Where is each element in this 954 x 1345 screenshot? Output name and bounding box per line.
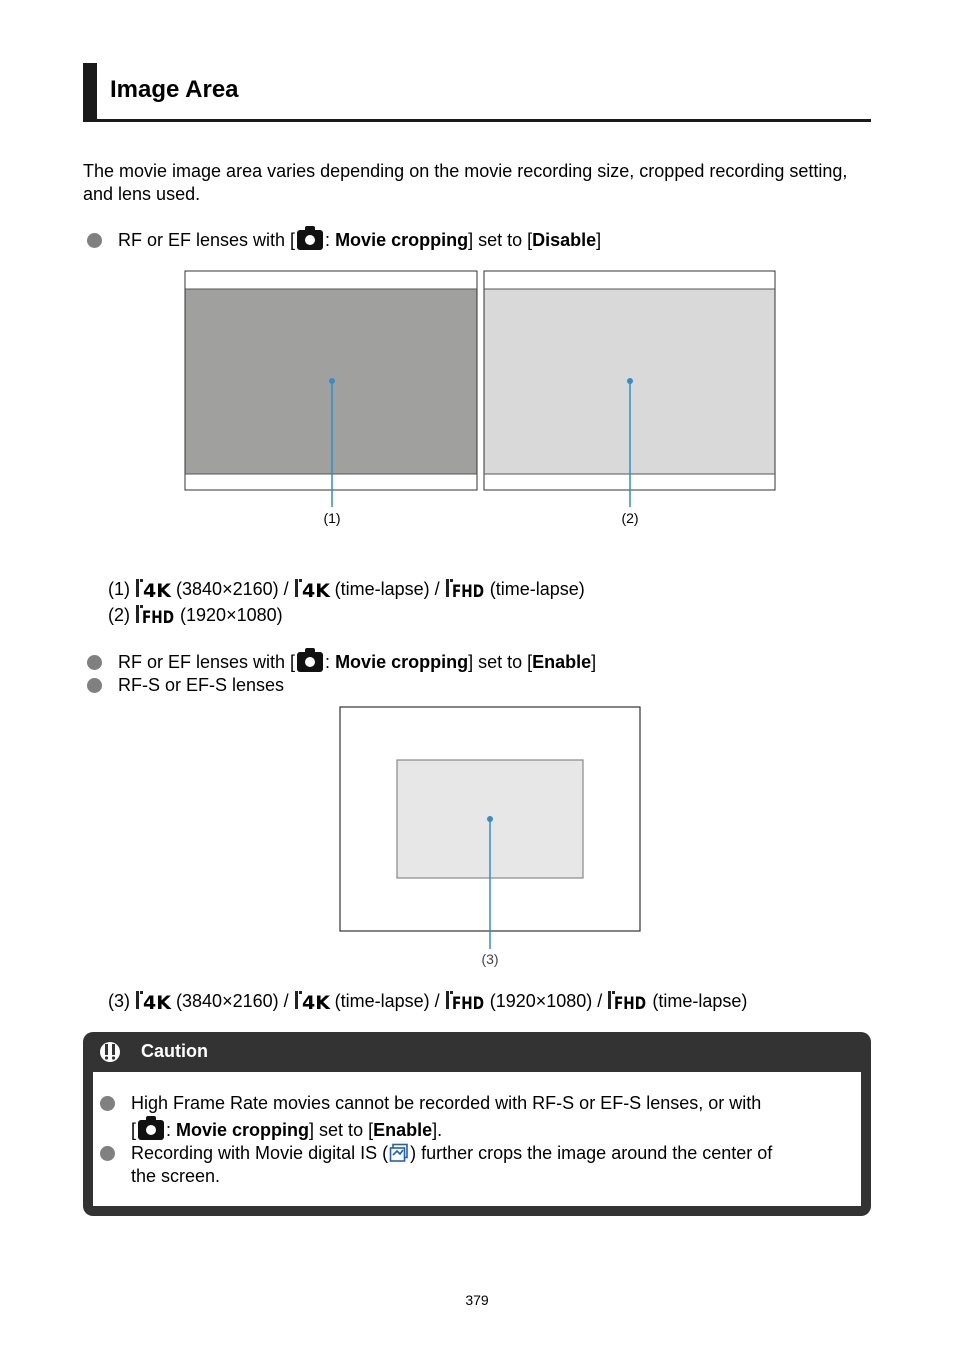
movie-fhd-icon: [445, 576, 485, 600]
svg-text:4K: 4K: [301, 992, 330, 1014]
svg-text:FHD: FHD: [451, 994, 484, 1014]
title-rule: [83, 119, 871, 122]
bullet-dot: [87, 233, 102, 248]
callout-label-2: (2): [621, 510, 639, 526]
image-area-diagram-1: [184, 270, 778, 532]
page-title: Image Area: [110, 76, 239, 103]
legend-item-1: (1) 4K (3840×2160) / 4K (time-lapse) / FHD (time-lapse): [108, 576, 585, 600]
movie-fhd-icon: [607, 988, 647, 1012]
svg-text:4K: 4K: [143, 580, 171, 602]
page-number: 379: [465, 1292, 489, 1308]
movie-4k-icon: [294, 988, 330, 1012]
legend-item-3: (3) 4K (3840×2160) / 4K (time-lapse) / FHD (1920×1080) / FHD (time-lapse): [108, 988, 747, 1012]
camera-icon: [138, 1120, 164, 1140]
callout-label-1: (1): [323, 510, 341, 526]
intro-paragraph: The movie image area varies depending on the movie recording size, cropped recording setting, and lens used.: [83, 161, 848, 204]
caution-title: Caution: [141, 1041, 208, 1061]
image-area-diagram-2: [338, 705, 643, 970]
movie-digital-is-icon: [389, 1143, 409, 1163]
legend-item-2: (2) FHD (1920×1080): [108, 602, 283, 626]
bullet-enable: RF or EF lenses with [ : Movie cropping] set to [Enable]: [87, 650, 596, 674]
caution-icon: [98, 1040, 122, 1064]
movie-4k-icon: [135, 576, 171, 600]
svg-text:FHD: FHD: [614, 994, 647, 1014]
caution-item-2-cont: the screen.: [131, 1166, 221, 1186]
caution-item-1-cont: [ : Movie cropping] set to [Enable].: [131, 1120, 443, 1140]
movie-fhd-icon: [445, 988, 485, 1012]
camera-icon: [297, 230, 323, 250]
bullet-dot: [87, 678, 102, 693]
bullet-dot: [100, 1096, 115, 1111]
movie-4k-icon: [294, 576, 330, 600]
svg-text:4K: 4K: [301, 580, 330, 602]
svg-text:FHD: FHD: [451, 582, 484, 602]
caution-item-1: High Frame Rate movies cannot be recorded with RF-S or EF-S lenses, or with: [100, 1091, 761, 1115]
bullet-dot: [87, 655, 102, 670]
caution-item-2: Recording with Movie digital IS ( ) further crops the image around the center of: [100, 1141, 772, 1165]
bullet-dot: [100, 1146, 115, 1161]
movie-fhd-icon: [135, 602, 175, 626]
svg-text:FHD: FHD: [142, 608, 175, 628]
bullet-disable: RF or EF lenses with [ : Movie cropping] set to [Disable]: [87, 228, 601, 252]
camera-icon: [297, 652, 323, 672]
svg-text:4K: 4K: [143, 992, 171, 1014]
bullet-rfs-lenses: RF-S or EF-S lenses: [87, 673, 284, 697]
callout-label-3: (3): [481, 951, 499, 967]
movie-4k-icon: [135, 988, 171, 1012]
section-title-bar: [83, 63, 97, 121]
